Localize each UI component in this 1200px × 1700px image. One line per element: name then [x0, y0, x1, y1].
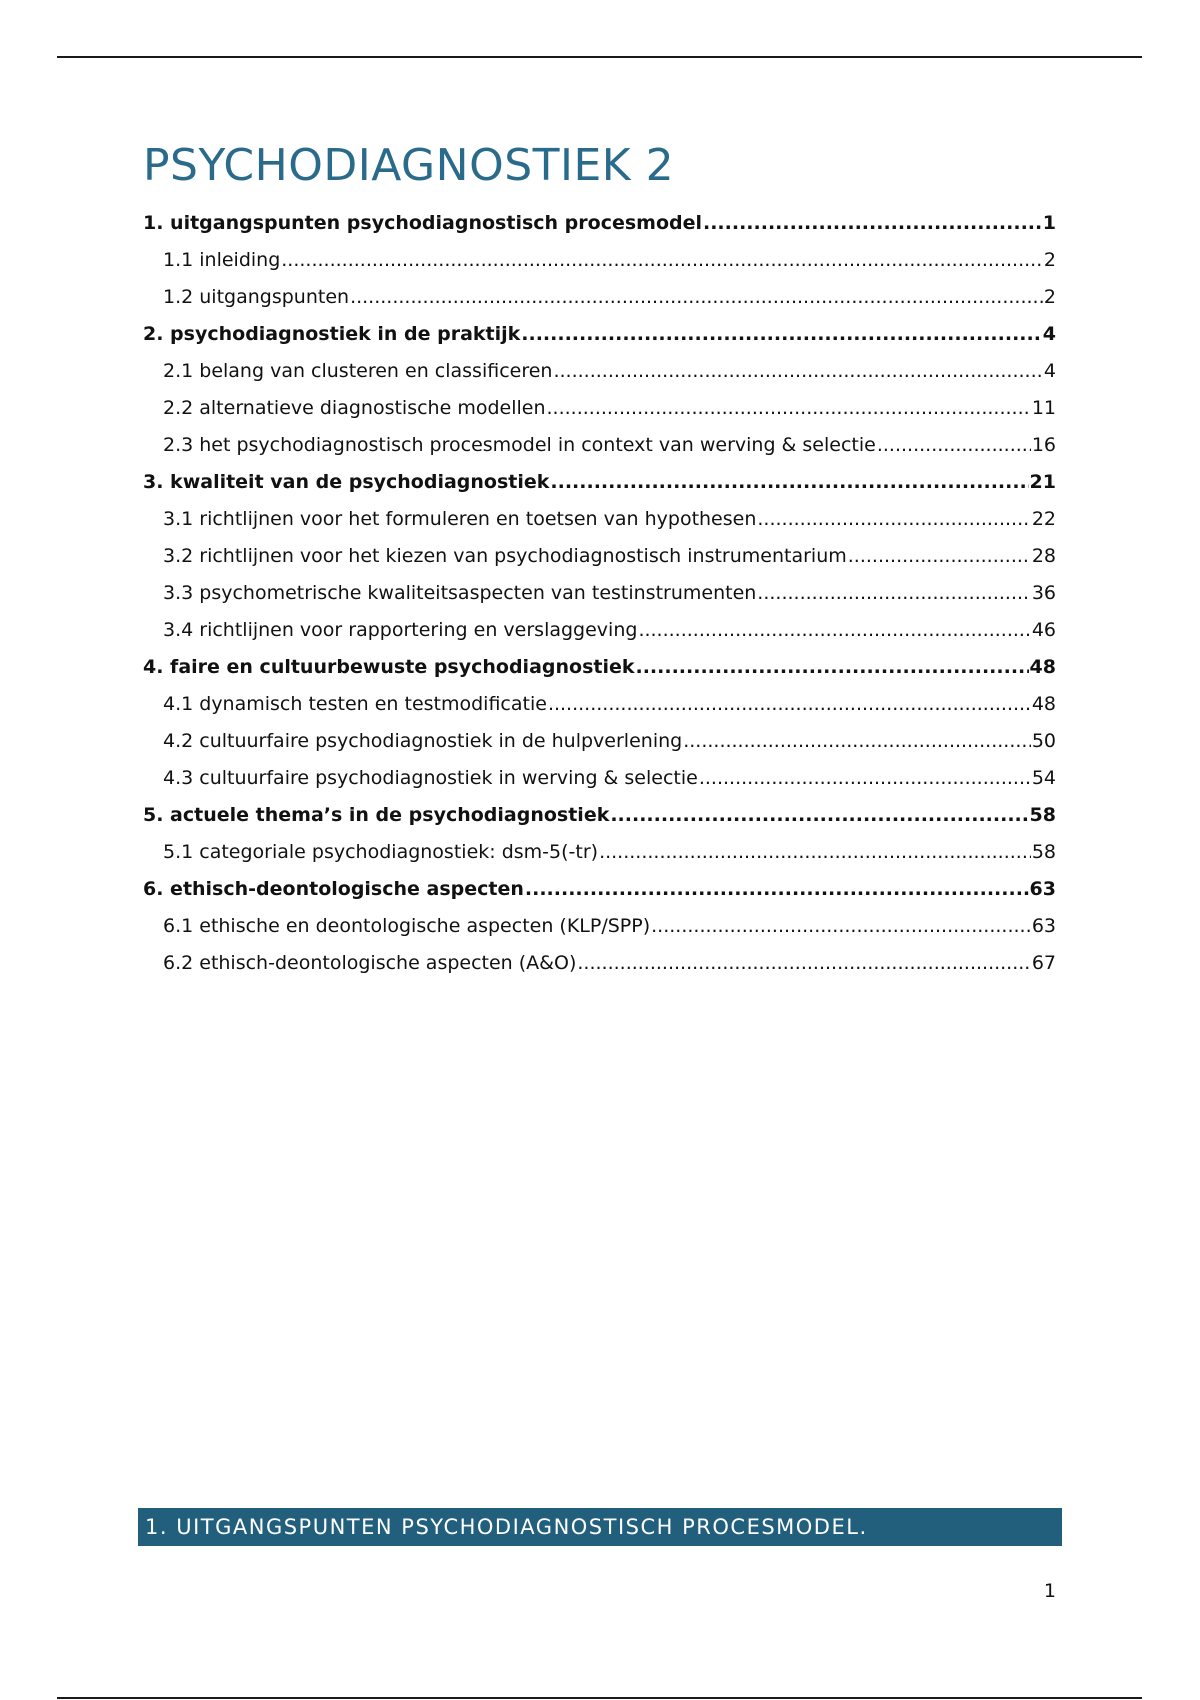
section-heading: 1. UITGANGSPUNTEN PSYCHODIAGNOSTISCH PROCESMODEL. [138, 1508, 1062, 1546]
toc-entry-page: 46 [1031, 619, 1056, 641]
toc-entry-title: 4.1 dynamisch testen en testmodificatie [163, 693, 547, 715]
toc-dot-leader [350, 279, 1043, 316]
toc-section-entry[interactable] [143, 538, 1056, 575]
toc-dot-leader [547, 390, 1031, 427]
toc-entry-page: 1 [1042, 212, 1056, 234]
toc-dot-leader [651, 908, 1031, 945]
toc-entry-title: 1. uitgangspunten psychodiagnostisch procesmodel [143, 212, 702, 234]
toc-chapter-entry[interactable] [143, 649, 1056, 686]
toc-dot-leader [610, 797, 1028, 834]
toc-dot-leader [757, 501, 1030, 538]
toc-entry-page: 48 [1029, 656, 1056, 678]
toc-entry-page: 2 [1043, 286, 1056, 308]
toc-entry-title: 4.3 cultuurfaire psychodiagnostiek in werving & selectie [163, 767, 698, 789]
toc-entry-page: 58 [1029, 804, 1056, 826]
toc-entry-title: 3.3 psychometrische kwaliteitsaspecten van testinstrumenten [163, 582, 757, 604]
toc-dot-leader [683, 723, 1031, 760]
toc-section-entry[interactable] [143, 760, 1056, 797]
toc-chapter-entry[interactable] [143, 464, 1056, 501]
toc-entry-title: 4. faire en cultuurbewuste psychodiagnostiek [143, 656, 635, 678]
toc-section-entry[interactable] [143, 686, 1056, 723]
toc-section-entry[interactable] [143, 353, 1056, 390]
toc-dot-leader [521, 316, 1041, 353]
toc-entry-page: 63 [1029, 878, 1056, 900]
toc-entry-title: 6.2 ethisch-deontologische aspecten (A&O) [163, 952, 577, 974]
toc-section-entry[interactable] [143, 279, 1056, 316]
toc-entry-title: 3. kwaliteit van de psychodiagnostiek [143, 471, 550, 493]
toc-entry-page: 21 [1029, 471, 1056, 493]
toc-section-entry[interactable] [143, 575, 1056, 612]
toc-entry-title: 5.1 categoriale psychodiagnostiek: dsm-5(-tr) [163, 841, 599, 863]
toc-entry-title: 6.1 ethische en deontologische aspecten (KLP/SPP) [163, 915, 651, 937]
toc-section-entry[interactable] [143, 723, 1056, 760]
toc-entry-page: 48 [1031, 693, 1056, 715]
toc-entry-title: 2.2 alternatieve diagnostische modellen [163, 397, 546, 419]
toc-entry-page: 4 [1042, 323, 1056, 345]
toc-dot-leader [550, 464, 1028, 501]
toc-entry-title: 3.2 richtlijnen voor het kiezen van psychodiagnostisch instrumentarium [163, 545, 847, 567]
toc-entry-page: 2 [1043, 249, 1056, 271]
toc-section-entry[interactable] [143, 501, 1056, 538]
toc-entry-title: 6. ethisch-deontologische aspecten [143, 878, 524, 900]
toc-entry-page: 50 [1031, 730, 1056, 752]
toc-chapter-entry[interactable] [143, 316, 1056, 353]
header-rule [57, 56, 1142, 58]
toc-entry-page: 28 [1031, 545, 1056, 567]
toc-section-entry[interactable] [143, 390, 1056, 427]
toc-dot-leader [703, 205, 1042, 242]
toc-entry-page: 54 [1031, 767, 1056, 789]
toc-entry-title: 2.3 het psychodiagnostisch procesmodel in context van werving & selectie [163, 434, 876, 456]
toc-entry-title: 3.4 richtlijnen voor rapportering en verslaggeving [163, 619, 638, 641]
toc-entry-page: 16 [1031, 434, 1056, 456]
toc-entry-page: 22 [1031, 508, 1056, 530]
toc-dot-leader [877, 427, 1031, 464]
toc-entry-title: 3.1 richtlijnen voor het formuleren en toetsen van hypothesen [163, 508, 757, 530]
footer-rule [57, 1697, 1142, 1699]
toc-entry-page: 63 [1031, 915, 1056, 937]
toc-dot-leader [599, 834, 1031, 871]
toc-dot-leader [848, 538, 1031, 575]
toc-dot-leader [638, 612, 1030, 649]
toc-dot-leader [699, 760, 1031, 797]
toc-dot-leader [525, 871, 1029, 908]
table-of-contents [143, 205, 1056, 982]
toc-dot-leader [548, 686, 1031, 723]
toc-dot-leader [577, 945, 1030, 982]
toc-entry-page: 67 [1031, 952, 1056, 974]
toc-dot-leader [636, 649, 1029, 686]
toc-chapter-entry[interactable] [143, 205, 1056, 242]
toc-dot-leader [281, 242, 1043, 279]
toc-section-entry[interactable] [143, 908, 1056, 945]
toc-chapter-entry[interactable] [143, 797, 1056, 834]
toc-entry-title: 2.1 belang van clusteren en classificeren [163, 360, 553, 382]
toc-dot-leader [757, 575, 1031, 612]
document-title: PSYCHODIAGNOSTIEK 2 [143, 140, 675, 191]
toc-dot-leader [553, 353, 1042, 390]
toc-entry-page: 4 [1043, 360, 1056, 382]
page-number: 1 [1043, 1580, 1056, 1602]
toc-entry-title: 5. actuele thema’s in de psychodiagnostiek [143, 804, 610, 826]
toc-entry-page: 36 [1031, 582, 1056, 604]
toc-entry-title: 2. psychodiagnostiek in de praktijk [143, 323, 521, 345]
toc-chapter-entry[interactable] [143, 871, 1056, 908]
toc-section-entry[interactable] [143, 945, 1056, 982]
toc-entry-title: 1.2 uitgangspunten [163, 286, 350, 308]
toc-section-entry[interactable] [143, 834, 1056, 871]
toc-entry-page: 58 [1031, 841, 1056, 863]
toc-section-entry[interactable] [143, 612, 1056, 649]
toc-section-entry[interactable] [143, 427, 1056, 464]
toc-entry-page: 11 [1031, 397, 1056, 419]
toc-entry-title: 4.2 cultuurfaire psychodiagnostiek in de hulpverlening [163, 730, 683, 752]
toc-entry-title: 1.1 inleiding [163, 249, 281, 271]
toc-section-entry[interactable] [143, 242, 1056, 279]
